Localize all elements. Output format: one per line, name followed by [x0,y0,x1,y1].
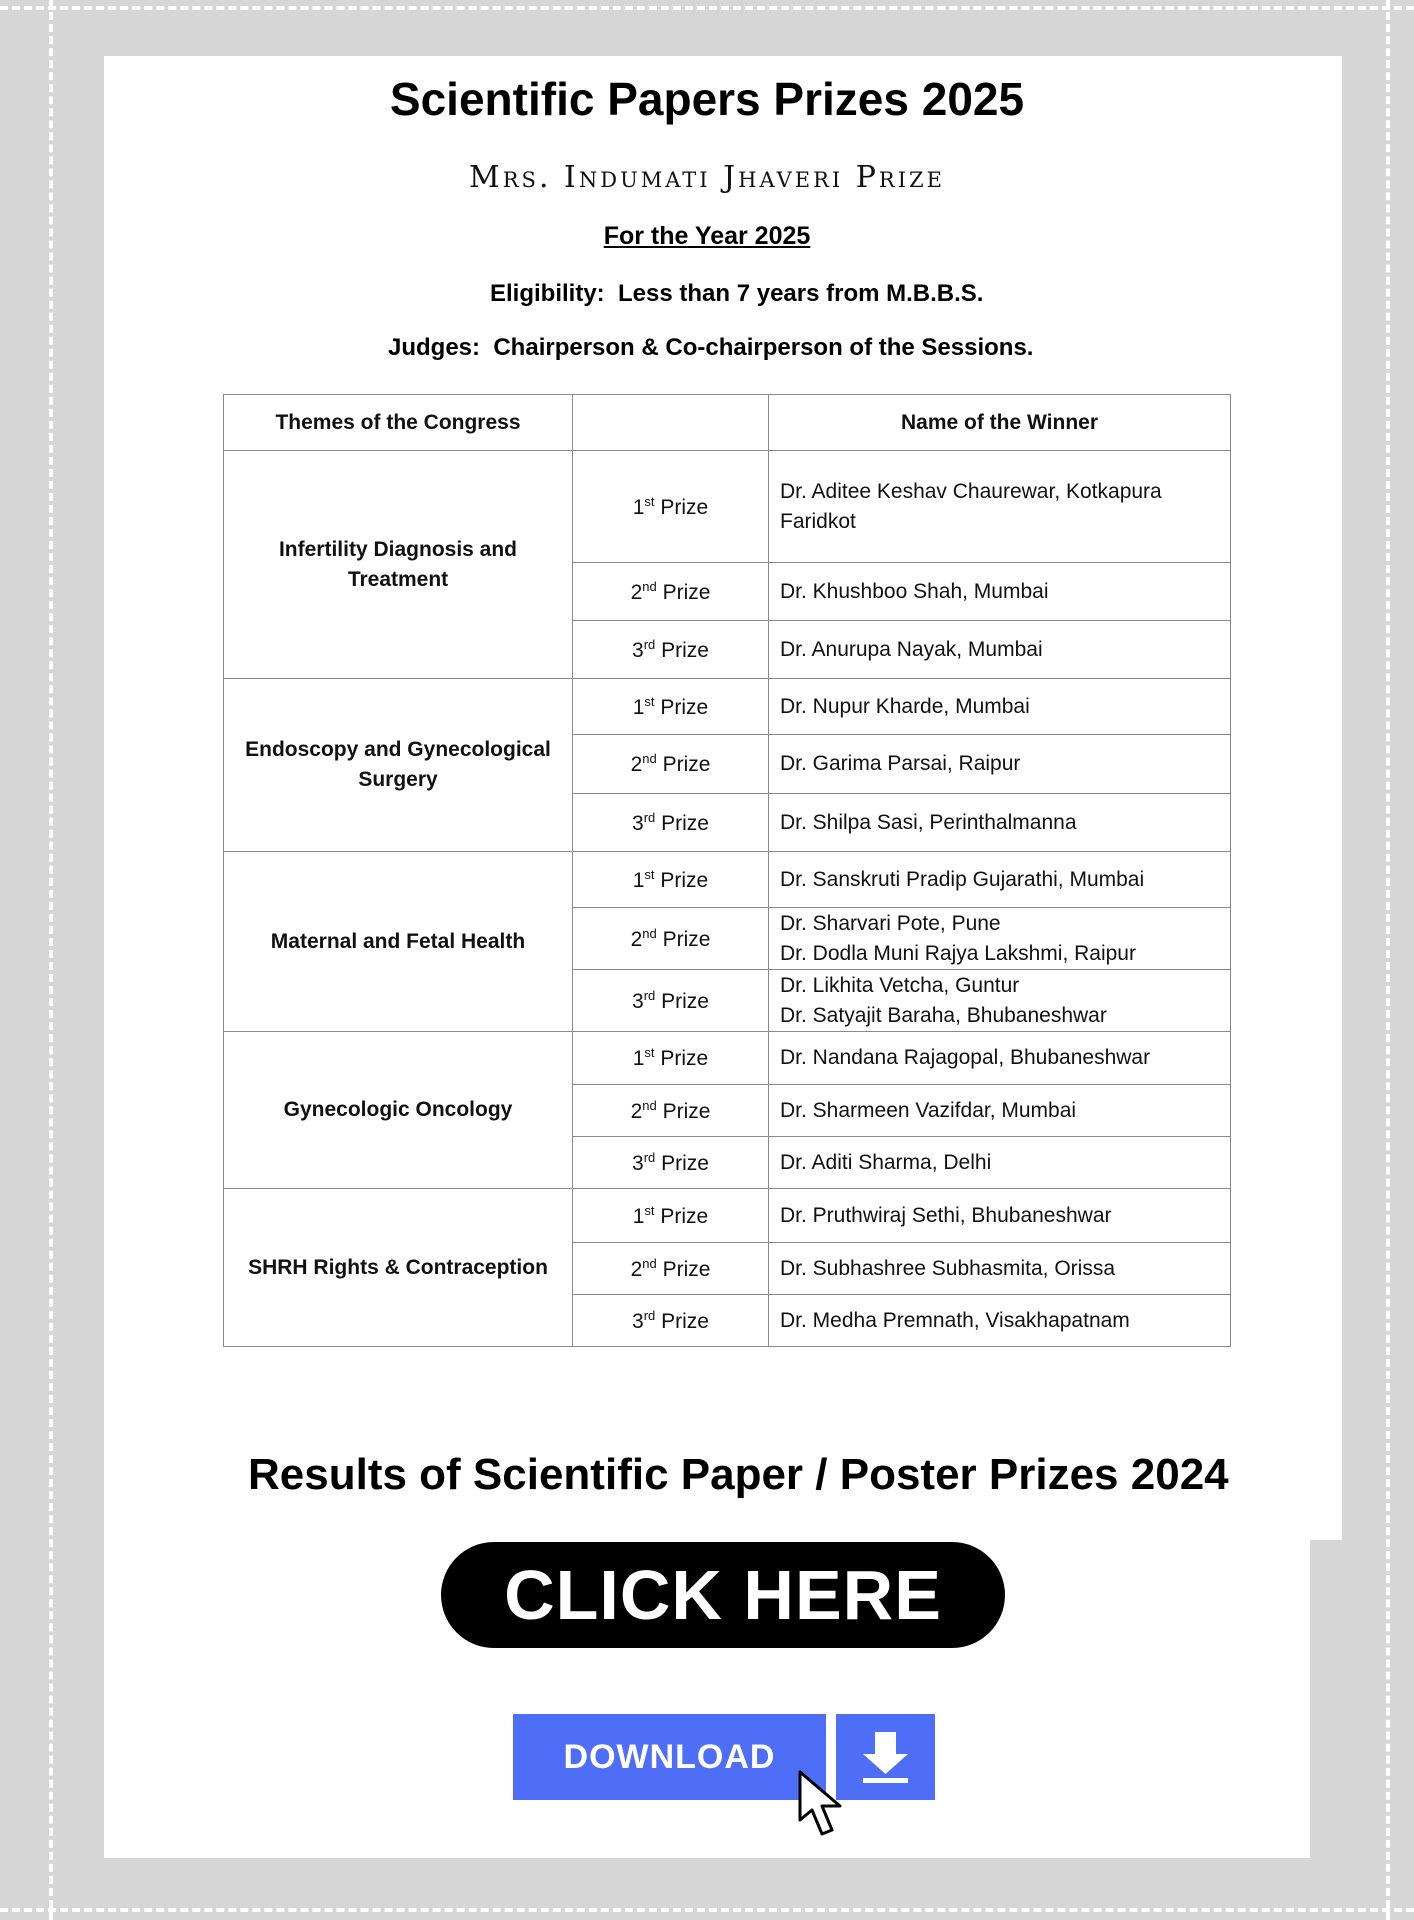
judges-text: Judges: Chairperson & Co-chairperson of the Sessions. [388,334,1034,361]
prize-rank-cell [573,563,769,621]
prize-rank-number: 1 [632,868,645,892]
winner-name: Dr. Khushboo Shah, Mumbai [780,579,1049,603]
theme-name-line: Treatment [347,567,449,591]
table-row [224,1189,1231,1243]
prize-rank-number: 2 [630,753,643,776]
prize-rank-suffix: st [644,866,655,882]
prize-label: Prize [661,811,709,835]
winner-name: Dr. Nupur Kharde, Mumbai [780,694,1030,718]
prize-rank-number: 3 [632,638,644,662]
theme-name-line: Gynecologic Oncology [283,1098,513,1121]
theme-name-line: SHRH Rights & Contraception [248,1255,548,1279]
prize-label: Prize [661,1151,709,1175]
winner-name: Faridkot [780,509,856,533]
prize-rank-number: 1 [632,1047,645,1070]
table-row [224,451,1231,563]
theme-cell [224,679,573,852]
prize-rank-cell [573,451,769,563]
winner-cell [769,1032,1231,1085]
dashed-border-left [49,0,53,1920]
prize-rank-cell [573,1085,769,1137]
theme-cell [224,1032,573,1189]
header-prize [573,395,769,451]
dashed-border-right [1386,0,1390,1920]
prize-rank-cell [573,970,769,1032]
table-row [224,1032,1231,1085]
prize-rank-suffix: nd [642,1097,657,1113]
pointer-cursor-icon [796,1770,856,1840]
prize-rank-number: 1 [632,495,645,519]
winner-name: Dr. Anurupa Nayak, Mumbai [780,637,1043,661]
prize-label: Prize [662,753,711,776]
prize-rank-suffix: rd [643,1307,656,1323]
winner-name: Dr. Pruthwiraj Sethi, Bhubaneshwar [780,1203,1112,1227]
prize-label: Prize [660,868,709,892]
prize-label: Prize [661,989,709,1013]
prize-rank-cell [573,1032,769,1085]
click-here-button[interactable]: CLICK HERE [441,1542,1005,1648]
winner-name: Dr. Dodla Muni Rajya Lakshmi, Raipur [780,941,1136,965]
prize-rank-number: 2 [630,927,643,951]
prize-rank-suffix: st [644,1045,655,1060]
prize-rank-suffix: rd [643,636,656,652]
prize-label: Prize [661,638,709,662]
winner-cell [769,1137,1231,1189]
theme-name-line: Infertility Diagnosis and [278,537,518,561]
winner-cell [769,1085,1231,1137]
results-heading: Results of Scientific Paper / Poster Prizes 2024 [248,1450,1229,1499]
theme-cell [224,852,573,1032]
prize-rank-number: 3 [632,1151,644,1175]
winner-name: Dr. Aditee Keshav Chaurewar, Kotkapura [780,479,1162,503]
theme-cell [224,1189,573,1347]
theme-name-line: Surgery [358,768,438,791]
prize-label: Prize [662,580,711,604]
winner-cell [769,621,1231,679]
winner-name: Dr. Satyajit Baraha, Bhubaneshwar [780,1003,1107,1027]
prize-label: Prize [662,1099,711,1123]
header-winner: Name of the Winner [769,395,1231,451]
download-button[interactable]: DOWNLOAD [513,1714,826,1800]
prize-label: Prize [662,927,711,951]
prize-rank-suffix: nd [642,751,657,766]
prize-label: Prize [662,1257,711,1281]
year-text: For the Year 2025 [603,222,811,250]
winner-name: Dr. Sharmeen Vazifdar, Mumbai [780,1098,1077,1122]
header-themes: Themes of the Congress [224,395,573,451]
winner-name: Dr. Sanskruti Pradip Gujarathi, Mumbai [780,867,1145,891]
prize-rank-number: 2 [630,1257,643,1281]
winner-cell [769,794,1231,852]
winner-name: Dr. Medha Premnath, Visakhapatnam [780,1308,1130,1332]
winner-cell [769,563,1231,621]
prize-rank-suffix: st [644,1202,655,1218]
prize-rank-number: 1 [632,1204,645,1228]
prize-rank-suffix: nd [642,1255,657,1271]
prize-rank-cell [573,1243,769,1295]
prize-rank-suffix: rd [643,987,656,1003]
winner-cell [769,1243,1231,1295]
prize-rank-number: 1 [632,695,645,719]
prize-label: Prize [661,1309,709,1333]
prize-rank-suffix: rd [643,809,656,825]
prize-label: Prize [660,695,709,719]
prize-rank-number: 3 [632,1309,644,1333]
winner-name: Dr. Shilpa Sasi, Perinthalmanna [780,810,1077,834]
prize-rank-number: 3 [632,811,644,835]
winner-cell [769,679,1231,735]
prize-name: Mrs. Indumati Jhaveri Prize [469,160,945,195]
winner-cell [769,908,1231,970]
prize-rank-cell [573,1295,769,1347]
prize-label: Prize [660,495,709,519]
page-title: Scientific Papers Prizes 2025 [389,73,1025,125]
prize-rank-number: 2 [630,1099,643,1123]
winner-cell [769,1295,1231,1347]
theme-name-line: Maternal and Fetal Health [270,929,526,953]
prize-label: Prize [660,1204,709,1228]
prize-label: Prize [660,1047,709,1070]
winner-cell [769,970,1231,1032]
prize-rank-number: 2 [630,580,643,604]
winner-name: Dr. Sharvari Pote, Pune [780,911,1001,935]
dashed-border-top [0,6,1414,10]
prize-rank-number: 3 [632,989,644,1013]
prize-rank-cell [573,852,769,908]
theme-cell [224,451,573,679]
table-row [224,852,1231,908]
prize-rank-cell [573,735,769,794]
prize-rank-suffix: st [644,693,655,709]
winner-cell [769,451,1231,563]
prize-rank-cell [573,794,769,852]
table-header-row [224,395,1231,451]
winner-name: Dr. Aditi Sharma, Delhi [780,1150,992,1174]
year-line [0,222,1414,251]
winner-name: Dr. Nandana Rajagopal, Bhubaneshwar [780,1046,1151,1069]
winner-cell [769,852,1231,908]
eligibility-text: Eligibility: Less than 7 years from M.B.B.S. [490,280,984,307]
prize-rank-cell [573,908,769,970]
winner-cell [769,735,1231,794]
winner-cell [769,1189,1231,1243]
prize-rank-cell [573,679,769,735]
prize-rank-cell [573,1137,769,1189]
prize-rank-suffix: nd [642,578,657,594]
prize-rank-cell [573,621,769,679]
theme-name-line: Endoscopy and Gynecological [245,738,551,761]
prize-winners-table [223,394,1231,1347]
dashed-border-bottom [0,1908,1414,1912]
prize-rank-suffix: nd [642,925,657,941]
winner-name: Dr. Garima Parsai, Raipur [780,752,1021,775]
winner-name: Dr. Likhita Vetcha, Guntur [780,973,1020,997]
prize-rank-cell [573,1189,769,1243]
prize-rank-suffix: rd [643,1149,656,1165]
prize-rank-suffix: st [644,493,655,509]
winner-name: Dr. Subhashree Subhasmita, Orissa [780,1256,1115,1280]
table-row [224,679,1231,735]
